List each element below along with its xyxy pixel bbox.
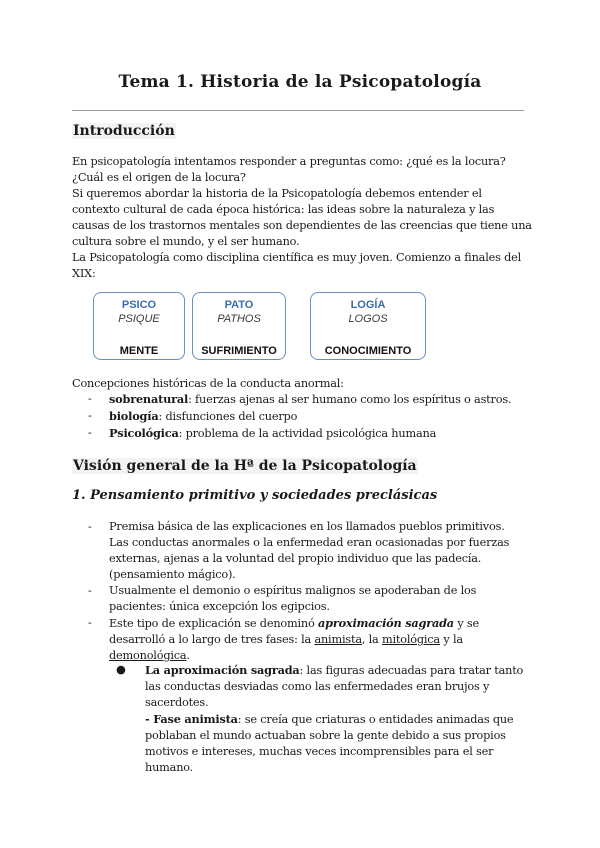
- item-text: y la: [439, 633, 463, 646]
- phase-mitologica: mitológica: [381, 633, 440, 646]
- section-heading-intro: [72, 120, 176, 139]
- dash-marker: -: [88, 426, 92, 439]
- dash-marker: -: [88, 584, 92, 597]
- title-divider: [72, 110, 524, 111]
- dash-marker: -: [88, 520, 92, 533]
- item-text: Este tipo de explicación se denominó: [109, 617, 318, 630]
- item-text: , la: [361, 633, 382, 646]
- bullet-item: [116, 662, 534, 776]
- dash-marker: -: [88, 392, 92, 405]
- etymology-meaning: SUFRIMIENTO: [201, 345, 277, 357]
- bullet-desc: : las figuras adecuadas para tratar tanto las conductas desviadas como las enfermedades eran brujos y sacerdotes.: [145, 664, 524, 709]
- item-text: Las conductas anormales o la enfermedad eran ocasionadas por fuerzas externas, ajenas a la voluntad del propio individuo que las padecía. (pensamiento mágico).: [109, 536, 510, 581]
- etymology-root: PSICO: [121, 299, 157, 311]
- intro-paragraph-1: En psicopatología intentamos responder a preguntas como: ¿qué es la locura? ¿Cuál es el origen de la locura?: [72, 155, 506, 184]
- conception-term: Psicológica: [109, 426, 179, 440]
- dash-marker: -: [88, 409, 92, 422]
- intro-paragraph-3: La Psicopatología como disciplina científica es muy joven. Comienzo a finales del XIX:: [72, 251, 522, 280]
- list-item: [88, 519, 528, 583]
- etymology-box-pato: [192, 292, 286, 360]
- section-heading-vision: [72, 455, 418, 474]
- bullet-body: [145, 662, 534, 776]
- item-text: Usualmente el demonio o espíritus malignos se apoderaban de los pacientes: única excepción los egipcios.: [109, 584, 477, 613]
- heading-text: Visión general de la Hª de la Psicopatología: [73, 458, 417, 474]
- primitive-thought-list: [88, 519, 528, 664]
- subsection-heading: 1. Pensamiento primitivo y sociedades preclásicas: [72, 488, 438, 503]
- phase-animista: animista: [314, 633, 362, 646]
- etymology-meaning: CONOCIMIENTO: [324, 345, 412, 357]
- emphasis-term: aproximación sagrada: [318, 616, 454, 630]
- list-item: [88, 391, 528, 408]
- list-item: [88, 425, 528, 442]
- intro-paragraph-2: Si queremos abordar la historia de la Psicopatología debemos entender el contexto cultural de cada época histórica: las ideas sobre la naturaleza y las causas de los trastornos mentales son dependientes de las creencias que tiene una cultura sobre el mundo, y el ser humano.: [72, 187, 532, 248]
- conception-desc: : problema de la actividad psicológica humana: [178, 427, 437, 440]
- conception-desc: : fuerzas ajenas al ser humano como los espíritus o astros.: [188, 393, 512, 406]
- bullet-subdesc: : se creía que criaturas o entidades animadas que poblaban el mundo actuaban sobre la gente debido a sus propios motivos e intereses, muchas veces incomprensibles para el ser humano.: [145, 713, 514, 774]
- heading-text: Introducción: [73, 123, 175, 139]
- phase-demonologica: demonológica: [109, 649, 187, 662]
- page-title: Tema 1. Historia de la Psicopatología: [118, 72, 482, 92]
- etymology-greek: LOGOS: [348, 313, 388, 325]
- item-text: .: [186, 649, 190, 662]
- list-item: [88, 408, 528, 425]
- conceptions-list: [88, 391, 528, 442]
- conceptions-lead: Concepciones históricas de la conducta anormal:: [72, 377, 344, 390]
- item-text: Premisa básica de las explicaciones en los llamados pueblos primitivos.: [109, 520, 505, 533]
- conception-term: biología: [109, 409, 159, 423]
- etymology-meaning: MENTE: [119, 345, 159, 357]
- etymology-greek: PATHOS: [217, 313, 261, 325]
- bullet-marker: ●: [116, 663, 126, 676]
- bullet-subterm: - Fase animista: [145, 712, 238, 726]
- dash-marker: -: [88, 616, 92, 629]
- etymology-diagram: [86, 288, 426, 362]
- etymology-box-logia: [310, 292, 426, 360]
- conception-term: sobrenatural: [109, 392, 189, 406]
- bullet-term: La aproximación sagrada: [145, 663, 300, 677]
- item-text: y se desarrolló a lo largo de tres fases: la: [109, 617, 479, 646]
- conception-desc: : disfunciones del cuerpo: [158, 410, 298, 423]
- etymology-box-psico: [93, 292, 185, 360]
- etymology-root: LOGÍA: [350, 299, 386, 311]
- etymology-root: PATO: [224, 299, 254, 311]
- list-item: [88, 583, 528, 615]
- etymology-greek: PSIQUE: [118, 313, 160, 325]
- list-item: [88, 615, 528, 664]
